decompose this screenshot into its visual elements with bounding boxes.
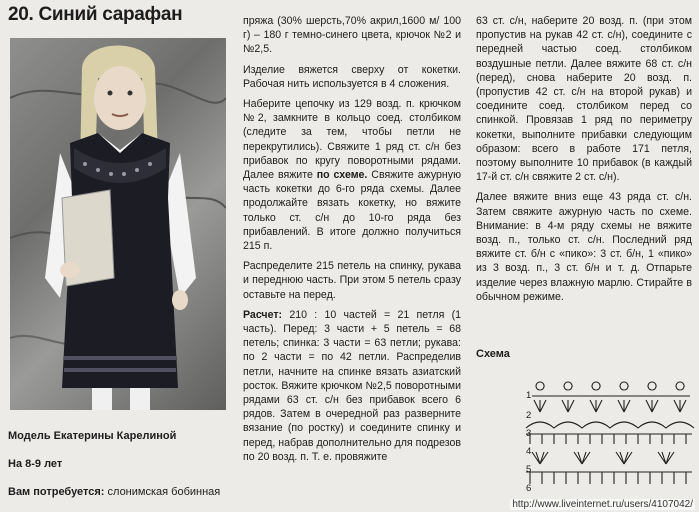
arch-row-icon xyxy=(526,422,694,428)
instructions-column-3 xyxy=(476,14,692,310)
scheme-row-number: 6 xyxy=(526,483,532,494)
base-row-icon xyxy=(526,472,692,484)
materials-label: Вам потребуется: xyxy=(8,486,105,498)
girl-photo xyxy=(10,38,226,410)
scheme-row-number: 3 xyxy=(526,428,532,439)
source-url: http://www.liveinternet.ru/users/4107042/ xyxy=(512,499,693,510)
calc-paragraph xyxy=(243,308,461,464)
yarn-paragraph: пряжа (30% шерсть,70% акрил,1600 м/ 100 г) – 180 г темно-синего цвета, крючок №2 и №2,5. xyxy=(243,15,461,56)
scheme-row-number: 4 xyxy=(526,446,532,457)
scheme-row-number: 2 xyxy=(526,410,532,421)
calc-text: 210 : 10 частей = 21 петля (1 часть). Перед: 3 части + 5 петель = 68 петель; спинка: 3 части = 63 петли; рукава: по 2 части = по 42 петли. Распределив петли, начните на спинке вязать азиатский росток. Вяжите крючком №2,5 поворотными рядами 63 ст. с/н без прибавок всего 6 рядов. Затем в очередной раз разверните вязание (по ростку) и соедините спинку и перед, набрав дополнительно для подрезов по 20 возд. п. Т. е. провяжите xyxy=(243,308,461,463)
materials-line xyxy=(8,486,220,498)
finish-paragraph: Далее вяжите вниз еще 43 ряда ст. с/н. Затем свяжите ажурную часть по схеме. Внимание: в 4-м ряду схемы не вяжите возд. п., только ст. с/н. Последний ряд вяжите ст. б/н с «пико»: 3 ст. б/н, 1 «пико» из 3 возд. п., 3 ст. б/н и т. д. Отпарьте изделие через влажную марлю. Стирайте в обычном режиме. xyxy=(476,191,692,303)
fan-row-icon xyxy=(534,400,686,412)
dc-row-icon xyxy=(526,434,692,444)
yoke-scheme-ref: по схеме. xyxy=(316,169,368,182)
instructions-column-2 xyxy=(243,14,461,470)
yoke-paragraph xyxy=(243,97,461,253)
calc-label: Расчет: xyxy=(243,308,283,321)
age-caption: На 8-9 лет xyxy=(8,458,63,470)
scheme-title: Схема xyxy=(476,348,510,360)
materials-text: слонимская бобинная xyxy=(104,486,221,498)
join-paragraph: 63 ст. с/н, наберите 20 возд. п. (при этом пропустив на рукав 42 ст. с/н), соедините с передней частью соед. столбиком воздушные петли. Далее вяжите 68 ст. с/н (перед), снова наберите 20 возд. п. (пропустив 42 ст. с/н на второй рукав) и соедините соед. столбиком перед со спинкой. Провязав 1 ряд по периметру кокетки, выполните прибавки следующим образом: всего в работе 171 петля, поэтому выполните 10 прибавок (в каждый 17-й ст. с/н свяжите 2 ст. с/н). xyxy=(476,15,692,184)
scheme-row-number: 5 xyxy=(526,464,532,475)
scheme-row-number: 1 xyxy=(526,390,532,401)
yoke-text-a: Наберите цепочку из 129 возд. п. крючком №2, замкните в кольцо соед. столбиком (следите за тем, чтобы петли не перекрутились). Свяжите 1 ряд ст. с/н без прибавок по кругу поворотными рядами. Далее вяжите xyxy=(243,98,461,182)
distribute-paragraph: Распределите 215 петель на спинку, рукава и переднюю часть. При этом 5 петель сразу оставьте на перед. xyxy=(243,260,461,301)
crochet-scheme-diagram xyxy=(520,372,695,502)
picot-row-icon xyxy=(532,382,690,396)
yoke-text-b: Свяжите ажурную часть кокетки до 6-го ряда схемы. Далее продолжайте вязать кокетку, но вяжите только ст. с/н до 10-го ряда без прибавлений. В итоге должно получиться 215 п. xyxy=(243,169,462,253)
model-caption: Модель Екатерины Карелиной xyxy=(8,430,177,442)
intro-paragraph: Изделие вяжется сверху от кокетки. Рабочая нить используется в 4 сложения. xyxy=(243,63,461,90)
shell-row-icon xyxy=(532,452,674,464)
page-title: 20. Синий сарафан xyxy=(8,4,183,25)
girl-photo-icon xyxy=(10,38,226,410)
